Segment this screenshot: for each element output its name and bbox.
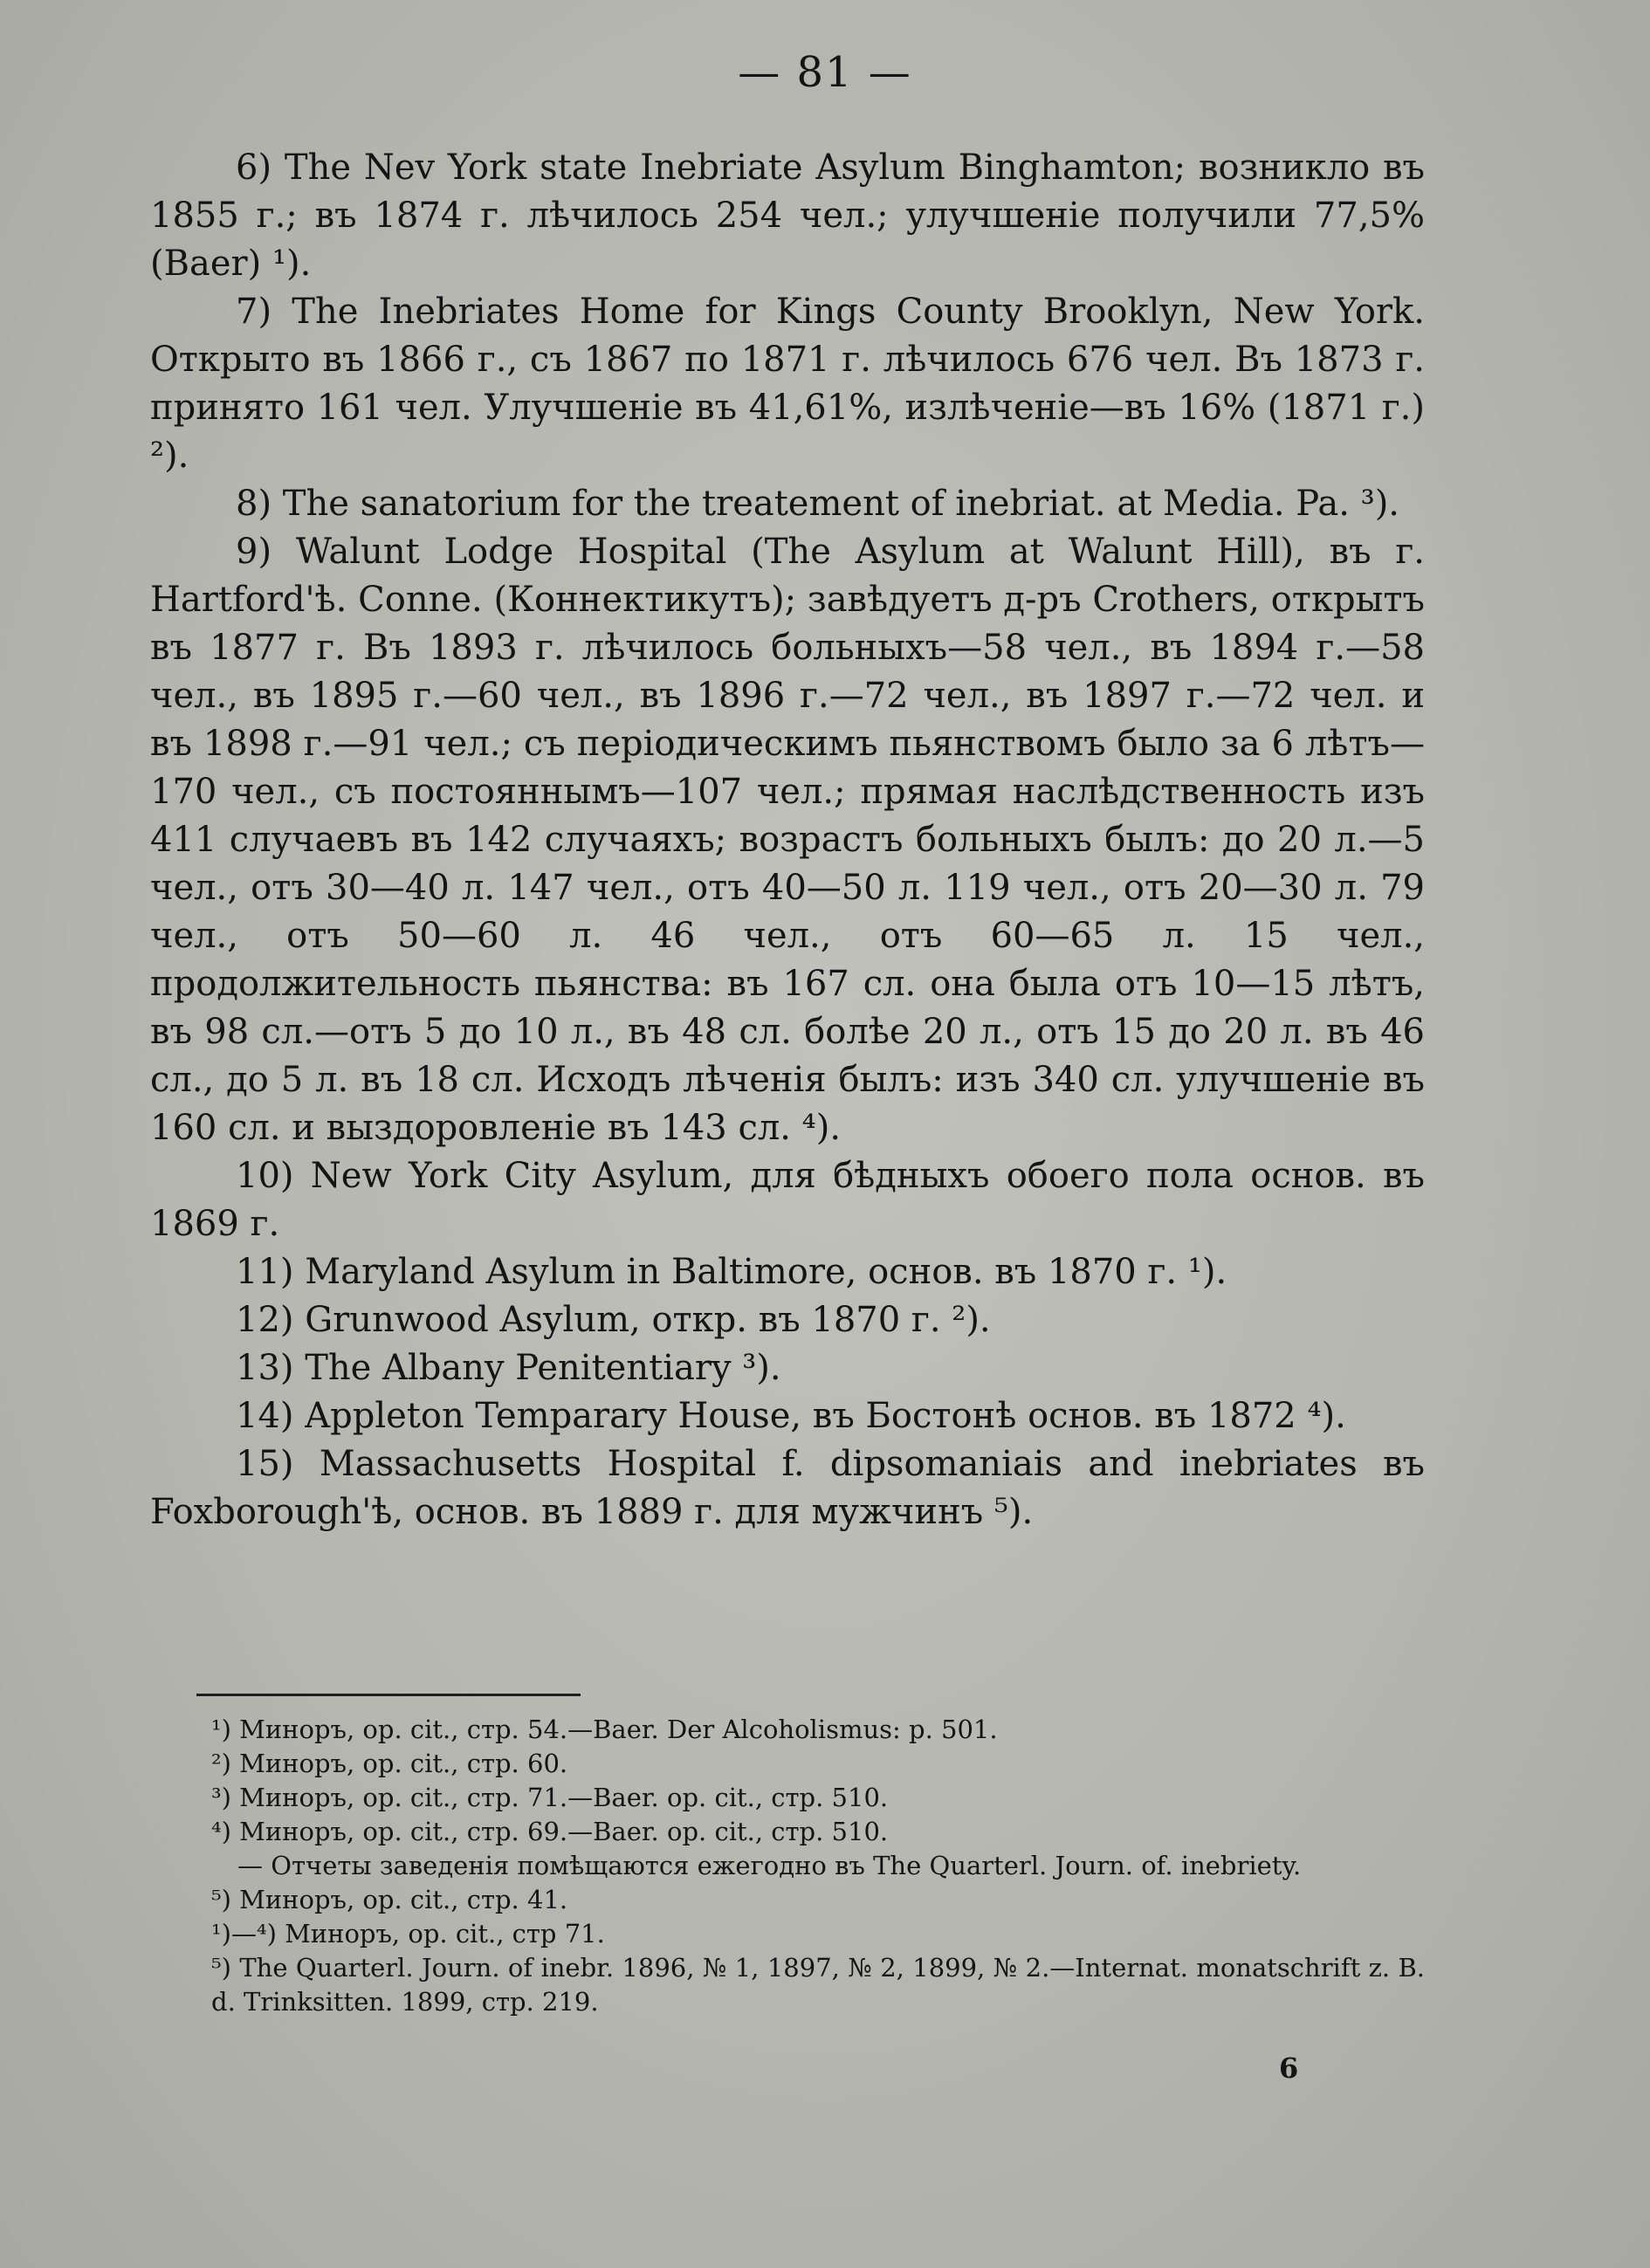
footnote-continuation: — Отчеты заведенія помѣщаются ежегодно въ The Quarterl. Journ. of. inebriety. bbox=[237, 1851, 1302, 1880]
footnote: ³) Миноръ, op. cit., стр. 71.—Baer. op. cit., стр. 510. bbox=[211, 1783, 889, 1812]
paragraph: 11) Maryland Asylum in Baltimore, основ. въ 1870 г. ¹). bbox=[236, 1252, 1227, 1292]
page-number: — 81 — bbox=[738, 48, 912, 97]
paragraph: 10) New York City Asylum, для бѣдныхъ обоего пола основ. въ 1869 г. bbox=[150, 1156, 1425, 1244]
paragraph: 13) The Albany Penitentiary ³). bbox=[236, 1348, 781, 1388]
main-text bbox=[150, 144, 1425, 1536]
paragraph: 12) Grunwood Asylum, откр. въ 1870 г. ²). bbox=[236, 1300, 991, 1340]
footnote: ⁵) Миноръ, op. cit., стр. 41. bbox=[211, 1885, 568, 1914]
footnote: ²) Миноръ, op. cit., стр. 60. bbox=[211, 1749, 568, 1778]
footnote: ¹)—⁴) Миноръ, op. cit., стр 71. bbox=[211, 1919, 605, 1948]
paragraph: 7) The Inebriates Home for Kings County Brooklyn, New York. Открыто въ 1866 г., съ 1867 по 1871 г. лѣчилось 676 чел. Въ 1873 г. принято 161 чел. Улучшеніе въ 41,61%, излѣченіе—въ 16% (1871 г.) ²). bbox=[150, 292, 1425, 476]
footnote-divider bbox=[196, 1694, 581, 1696]
paragraph: 6) The Nev York state Inebriate Asylum Binghamton; возникло въ 1855 г.; въ 1874 г. лѣчилось 254 чел.; улучшеніе получили 77,5% (Baer) ¹). bbox=[150, 148, 1425, 284]
signature-mark: 6 bbox=[1279, 2052, 1299, 2085]
footnotes bbox=[150, 1713, 1425, 2019]
paragraph: 15) Massachusetts Hospital f. dipsomaniais and inebriates въ Foxborough'ѣ, основ. въ 1889 г. для мужчинъ ⁵). bbox=[150, 1444, 1425, 1532]
footnote: ¹) Миноръ, op. cit., стр. 54.—Baer. Der Alcoholismus: p. 501. bbox=[211, 1715, 998, 1744]
footnote: ⁵) The Quarterl. Journ. of inebr. 1896, № 1, 1897, № 2, 1899, № 2.—Internat. monatschrift z. B. d. Trinksitten. 1899, стр. 219. bbox=[211, 1953, 1425, 2017]
paragraph: 8) The sanatorium for the treatement of inebriat. at Media. Pa. ³). bbox=[236, 484, 1400, 524]
footnote: ⁴) Миноръ, op. cit., стр. 69.—Baer. op. cit., стр. 510. bbox=[211, 1817, 889, 1846]
paragraph: 9) Walunt Lodge Hospital (The Asylum at Walunt Hill), въ г. Hartford'ѣ. Conne. (Коннектикутъ); завѣдуетъ д-ръ Crothers, открытъ въ 1877 г. Въ 1893 г. лѣчилось больныхъ—58 чел., въ 1894 г.—58 чел., въ 1895 г.—60 чел., въ 1896 г.—72 чел., въ 1897 г.—72 чел. и въ 1898 г.—91 чел.; съ періодическимъ пьянствомъ было за 6 лѣтъ—170 чел., съ постояннымъ—107 чел.; прямая наслѣдственность изъ 411 случаевъ въ 142 случаяхъ; возрастъ больныхъ былъ: до 20 л.—5 чел., отъ 30—40 л. 147 чел., отъ 40—50 л. 119 чел., отъ 20—30 л. 79 чел., отъ 50—60 л. 46 чел., отъ 60—65 л. 15 чел., продолжительность пьянства: въ 167 сл. она была отъ 10—15 лѣтъ, въ 98 сл.—отъ 5 до 10 л., въ 48 сл. болѣе 20 л., отъ 15 до 20 л. въ 46 сл., до 5 л. въ 18 сл. Исходъ лѣченія былъ: изъ 340 сл. улучшеніе въ 160 сл. и выздоровленіе въ 143 сл. ⁴). bbox=[150, 532, 1425, 1148]
paragraph: 14) Appleton Temparary House, въ Бостонѣ основ. въ 1872 ⁴). bbox=[236, 1396, 1346, 1436]
